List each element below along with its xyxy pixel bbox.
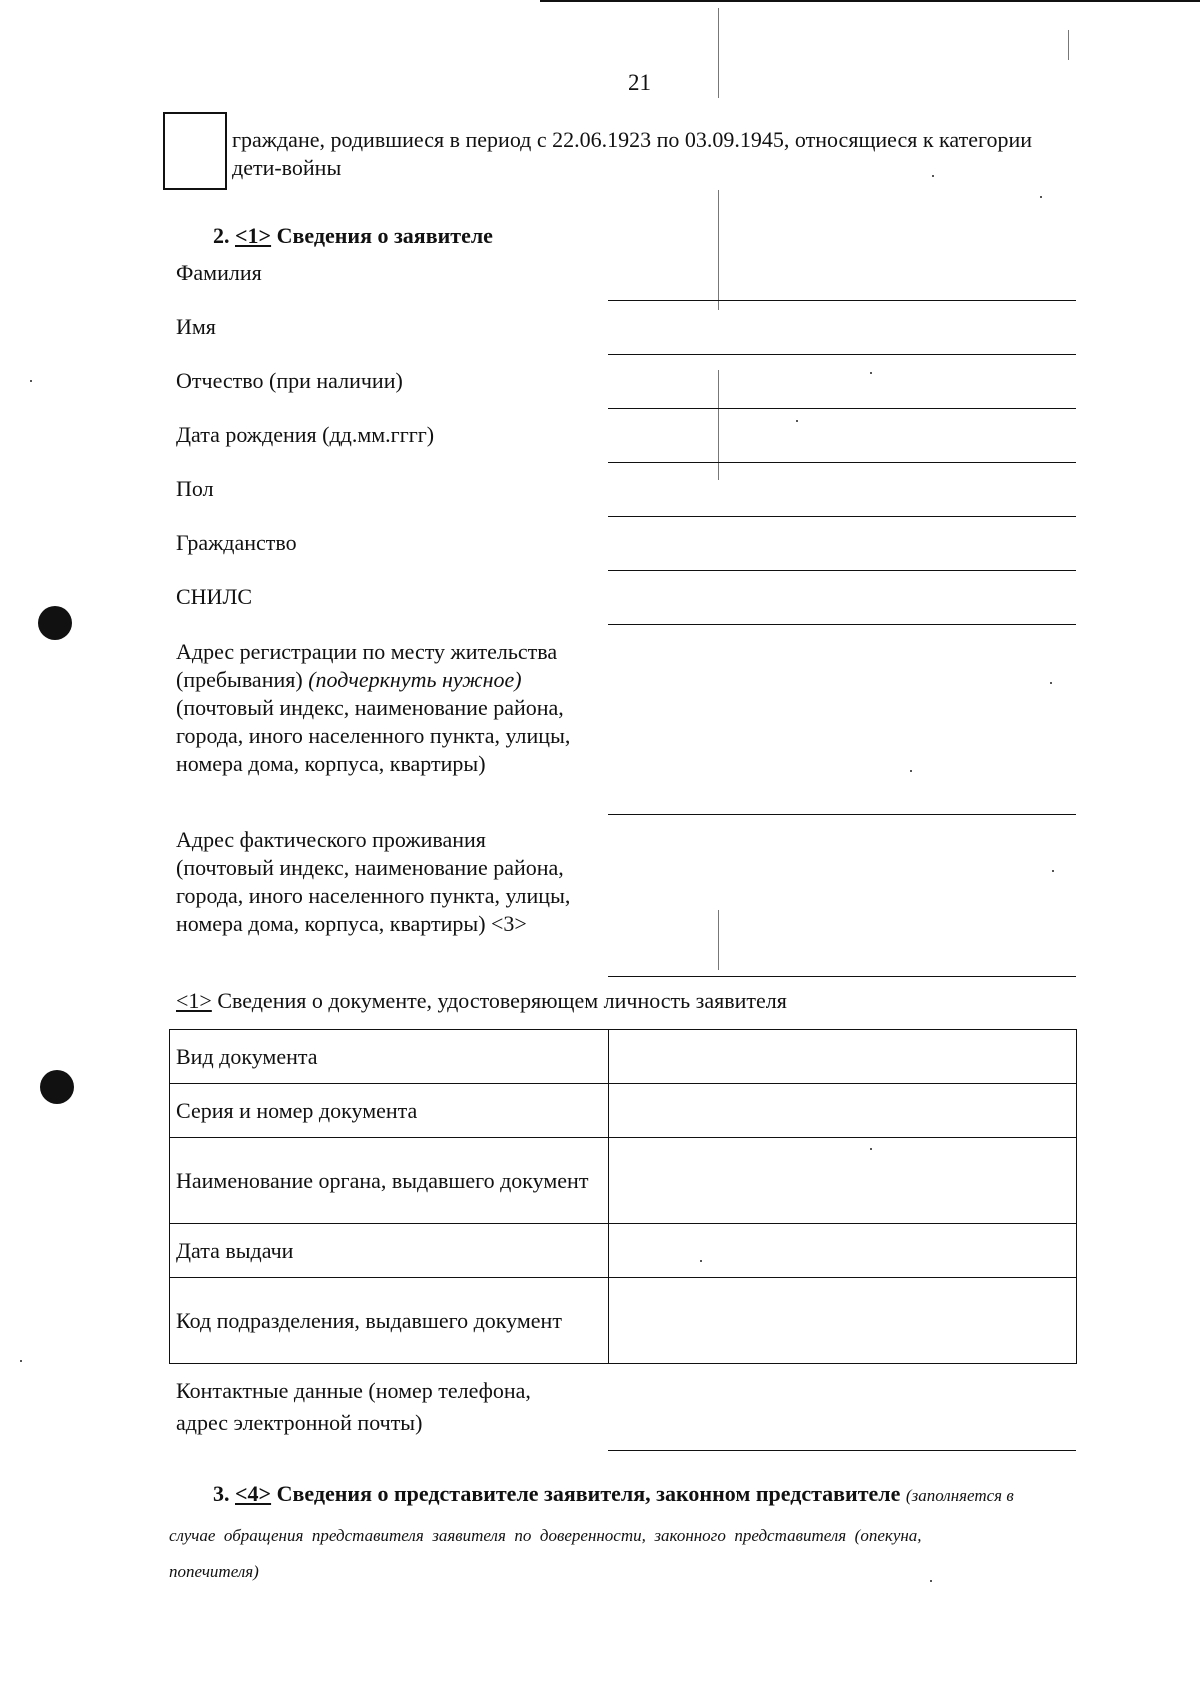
birth-date-label: Дата рождения (дд.мм.гггг) (176, 422, 435, 447)
section-title: Сведения о представителе заявителя, законном представителе (276, 1481, 901, 1506)
top-edge-line (540, 0, 1200, 2)
citizenship-field[interactable] (608, 570, 1076, 571)
id-document-title: Сведения о документе, удостоверяющем личность заявителя (217, 988, 787, 1013)
sex-field[interactable] (608, 516, 1076, 517)
fold-mark (718, 910, 719, 970)
table-row (170, 1278, 1077, 1364)
footnote-ref: <4> (235, 1481, 272, 1506)
row-value-field[interactable] (609, 1030, 1077, 1084)
fold-mark (718, 190, 719, 310)
snils-label: СНИЛС (176, 584, 253, 609)
fold-mark (718, 370, 719, 480)
footnote-ref: <1> (176, 988, 212, 1013)
row-value-field[interactable] (609, 1278, 1077, 1364)
punch-hole (40, 1070, 74, 1104)
surname-field[interactable] (608, 300, 1076, 301)
patronymic-field[interactable] (608, 408, 1076, 409)
fold-mark (1068, 30, 1069, 60)
category-text: граждане, родившиеся в период с 22.06.1923 по 03.09.1945, относящиеся к категории дети-войны (232, 127, 1032, 180)
row-value-field[interactable] (609, 1224, 1077, 1278)
id-document-heading (176, 987, 787, 1015)
sex-label: Пол (176, 476, 214, 501)
id-document-table (169, 1029, 1077, 1364)
reg-address-underline-hint: (подчеркнуть нужное) (308, 667, 522, 692)
section-number: 3. (213, 1481, 230, 1506)
section-note: (заполняется в (905, 1486, 1014, 1505)
row-label: Серия и номер документа (170, 1084, 609, 1138)
surname-label: Фамилия (176, 260, 262, 285)
actual-address-field[interactable] (608, 976, 1076, 977)
footnote-ref: <1> (235, 223, 272, 248)
snils-field[interactable] (608, 624, 1076, 625)
section-title: Сведения о заявителе (276, 223, 493, 248)
name-field[interactable] (608, 354, 1076, 355)
reg-address-label (176, 638, 616, 778)
reg-address-details: (почтовый индекс, наименование района, города, иного населенного пункта, улицы, номера дома, корпуса, квартиры) (176, 695, 571, 776)
row-label: Наименование органа, выдавшего документ (170, 1138, 609, 1224)
birth-date-field[interactable] (608, 462, 1076, 463)
name-label: Имя (176, 314, 216, 339)
reg-address-line2 (176, 666, 616, 694)
section-3-note-line: попечителя) (169, 1562, 259, 1581)
punch-hole (38, 606, 72, 640)
contacts-field[interactable] (608, 1450, 1076, 1451)
row-label: Дата выдачи (170, 1224, 609, 1278)
contacts-label: Контактные данные (номер телефона, адрес электронной почты) (176, 1378, 531, 1435)
section-3-note-line: случае обращения представителя заявителя по доверенности, законного представителя (опекуна, (169, 1526, 922, 1545)
row-label: Код подразделения, выдавшего документ (170, 1278, 609, 1364)
table-row (170, 1084, 1077, 1138)
section-3-heading (213, 1480, 1014, 1510)
reg-address-line2-plain: (пребывания) (176, 667, 309, 692)
section-2-heading (213, 222, 493, 250)
actual-address-label: Адрес фактического проживания (почтовый индекс, наименование района, города, иного населенного пункта, улицы, номера дома, корпуса, квартиры) <3> (176, 827, 571, 936)
table-row (170, 1030, 1077, 1084)
row-value-field[interactable] (609, 1084, 1077, 1138)
table-row (170, 1138, 1077, 1224)
reg-address-line1: Адрес регистрации по месту жительства (176, 639, 558, 664)
table-row (170, 1224, 1077, 1278)
category-checkbox[interactable] (163, 112, 227, 190)
row-label: Вид документа (170, 1030, 609, 1084)
citizenship-label: Гражданство (176, 530, 297, 555)
row-value-field[interactable] (609, 1138, 1077, 1224)
reg-address-field[interactable] (608, 814, 1076, 815)
section-number: 2. (213, 223, 230, 248)
patronymic-label: Отчество (при наличии) (176, 368, 403, 393)
page-number: 21 (628, 70, 651, 95)
fold-mark (718, 8, 719, 98)
